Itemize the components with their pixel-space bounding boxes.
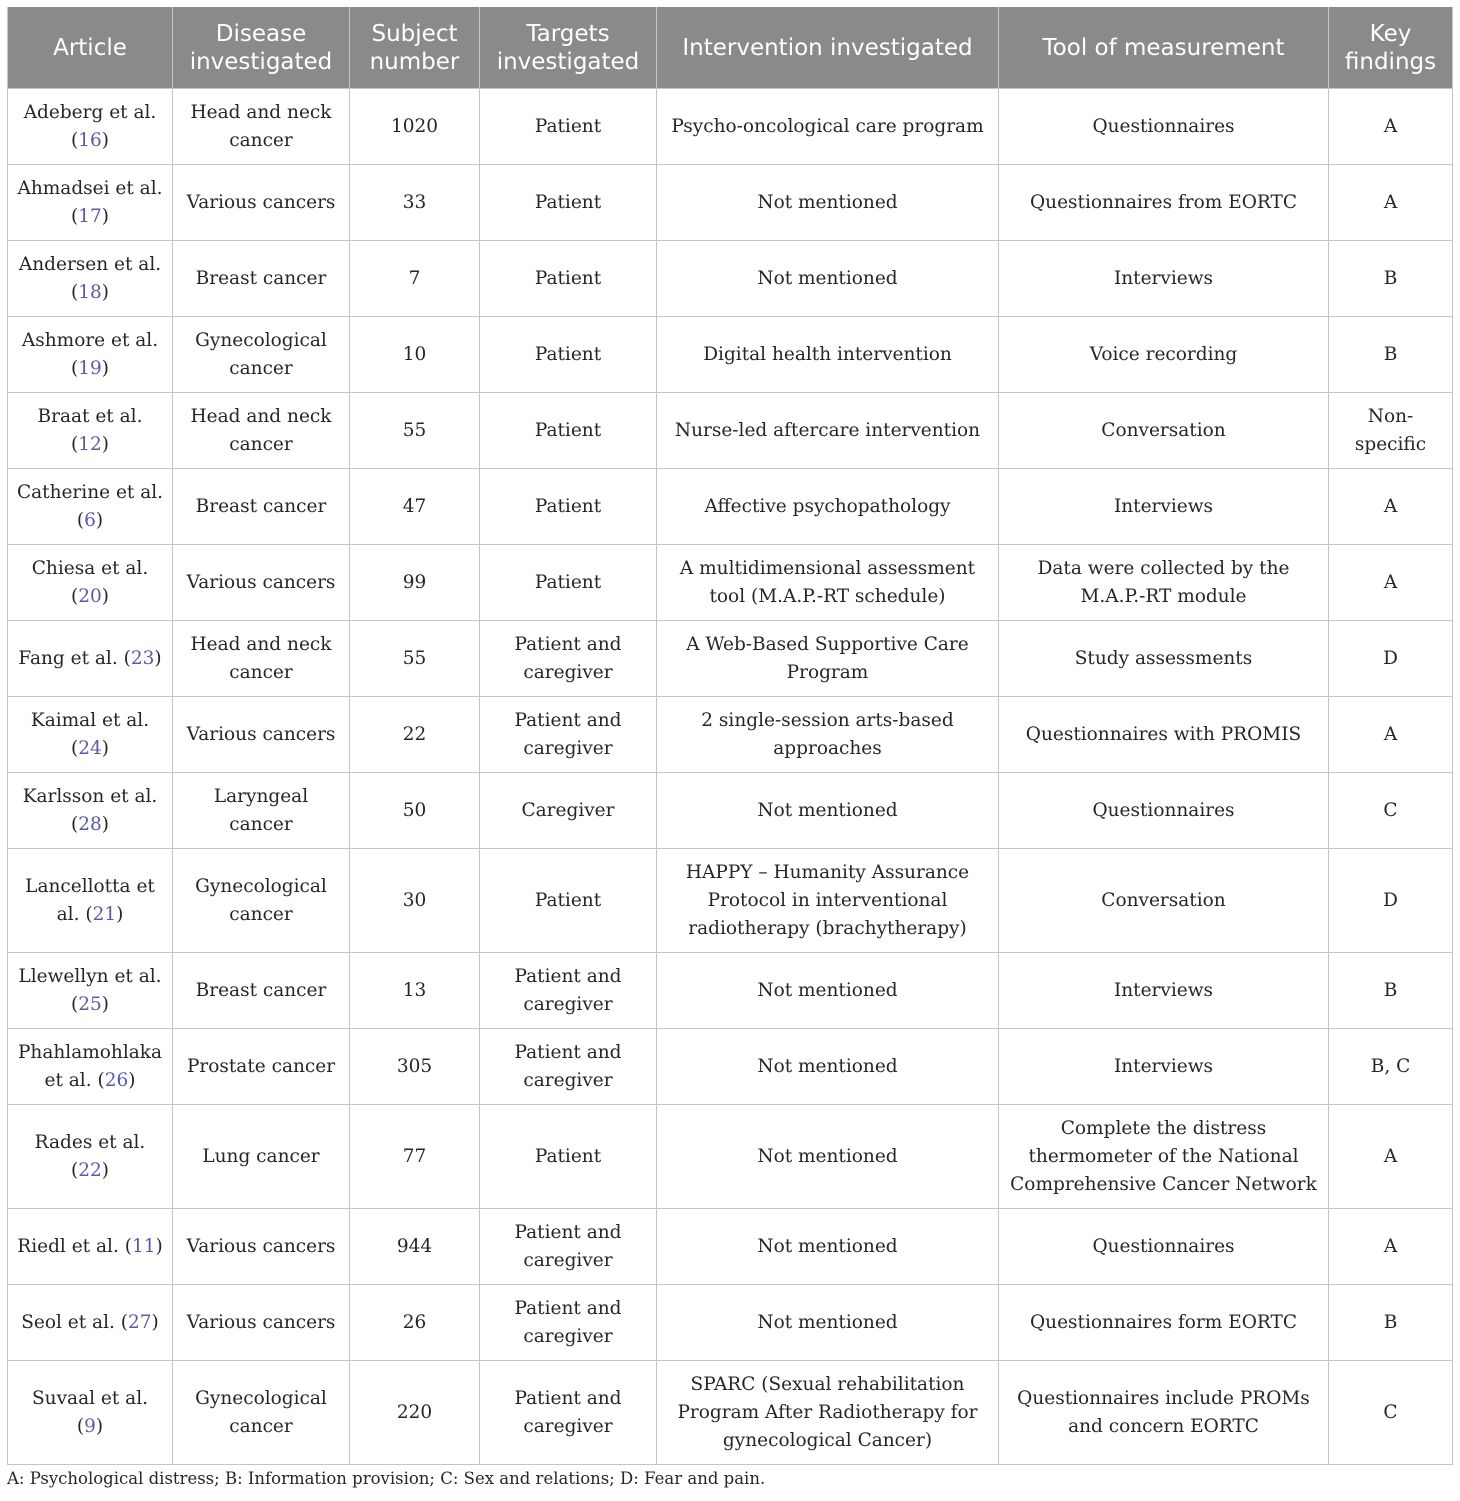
cell-findings: A <box>1329 1105 1453 1209</box>
cell-article: Chiesa et al. (20) <box>8 545 173 621</box>
cell-targets: Patient <box>480 165 657 241</box>
cell-article: Suvaal et al. (9) <box>8 1361 173 1465</box>
cell-findings: D <box>1329 849 1453 953</box>
cell-tool: Interviews <box>999 241 1329 317</box>
cell-intervention: Psycho-oncological care program <box>657 89 999 165</box>
cell-targets: Patient <box>480 317 657 393</box>
article-reference-link[interactable]: 22 <box>78 1159 102 1181</box>
cell-tool: Interviews <box>999 953 1329 1029</box>
article-author: Llewellyn et al. <box>18 965 162 987</box>
cell-targets: Patient <box>480 393 657 469</box>
article-author: Karlsson et al. <box>22 785 158 807</box>
article-reference-link[interactable]: 17 <box>78 205 102 227</box>
table-row <box>8 89 1453 165</box>
cell-tool: Interviews <box>999 469 1329 545</box>
header-findings: Key findings <box>1329 7 1453 89</box>
article-reference-link[interactable]: 12 <box>78 433 102 455</box>
cell-subjects: 47 <box>350 469 480 545</box>
table-row <box>8 469 1453 545</box>
cell-tool: Questionnaires <box>999 773 1329 849</box>
article-author: Kaimal et al. <box>30 709 150 731</box>
article-reference-link[interactable]: 21 <box>92 903 117 925</box>
article-author: Andersen et al. <box>18 253 162 275</box>
cell-findings: B, C <box>1329 1029 1453 1105</box>
table-row <box>8 1029 1453 1105</box>
cell-subjects: 55 <box>350 393 480 469</box>
cell-subjects: 77 <box>350 1105 480 1209</box>
table-row <box>8 165 1453 241</box>
cell-disease: Head and neck cancer <box>173 393 350 469</box>
cell-article: Phahlamohlaka et al. (26) <box>8 1029 173 1105</box>
cell-findings: D <box>1329 621 1453 697</box>
cell-tool: Complete the distress thermometer of the National Comprehensive Cancer Network <box>999 1105 1329 1209</box>
cell-article: Rades et al. (22) <box>8 1105 173 1209</box>
cell-targets: Patient and caregiver <box>480 953 657 1029</box>
cell-findings: B <box>1329 241 1453 317</box>
cell-subjects: 305 <box>350 1029 480 1105</box>
cell-subjects: 55 <box>350 621 480 697</box>
cell-findings: A <box>1329 697 1453 773</box>
cell-subjects: 7 <box>350 241 480 317</box>
cell-article: Kaimal et al. (24) <box>8 697 173 773</box>
table-row <box>8 697 1453 773</box>
table-row <box>8 317 1453 393</box>
cell-findings: A <box>1329 545 1453 621</box>
header-tool: Tool of measurement <box>999 7 1329 89</box>
cell-article: Ahmadsei et al. (17) <box>8 165 173 241</box>
cell-disease: Various cancers <box>173 1285 350 1361</box>
cell-subjects: 220 <box>350 1361 480 1465</box>
cell-targets: Patient <box>480 469 657 545</box>
cell-disease: Gynecological cancer <box>173 849 350 953</box>
cell-subjects: 26 <box>350 1285 480 1361</box>
cell-tool: Questionnaires form EORTC <box>999 1285 1329 1361</box>
article-reference-link[interactable]: 6 <box>84 509 96 531</box>
header-intervention: Intervention investigated <box>657 7 999 89</box>
cell-disease: Head and neck cancer <box>173 89 350 165</box>
cell-article: Andersen et al. (18) <box>8 241 173 317</box>
cell-subjects: 33 <box>350 165 480 241</box>
table-row <box>8 1105 1453 1209</box>
cell-targets: Patient <box>480 1105 657 1209</box>
cell-article: Catherine et al. (6) <box>8 469 173 545</box>
cell-article: Karlsson et al. (28) <box>8 773 173 849</box>
cell-targets: Patient <box>480 849 657 953</box>
table-footnote: A: Psychological distress; B: Information provision; C: Sex and relations; D: Fear and pain. <box>7 1469 766 1488</box>
cell-intervention: Not mentioned <box>657 1029 999 1105</box>
article-reference-link[interactable]: 26 <box>104 1069 129 1091</box>
article-reference-link[interactable]: 16 <box>78 129 102 151</box>
cell-intervention: Not mentioned <box>657 1209 999 1285</box>
cell-intervention: HAPPY – Humanity Assurance Protocol in interventional radiotherapy (brachytherapy) <box>657 849 999 953</box>
cell-targets: Patient and caregiver <box>480 621 657 697</box>
cell-disease: Breast cancer <box>173 469 350 545</box>
cell-targets: Patient and caregiver <box>480 697 657 773</box>
cell-subjects: 22 <box>350 697 480 773</box>
cell-article: Ashmore et al. (19) <box>8 317 173 393</box>
cell-intervention: Not mentioned <box>657 1105 999 1209</box>
article-reference-link[interactable]: 28 <box>78 813 102 835</box>
cell-article: Lancellotta et al. (21) <box>8 849 173 953</box>
cell-article: Fang et al. (23) <box>8 621 173 697</box>
table-row <box>8 545 1453 621</box>
cell-tool: Questionnaires with PROMIS <box>999 697 1329 773</box>
studies-table <box>7 7 1453 1465</box>
cell-findings: A <box>1329 89 1453 165</box>
cell-intervention: Not mentioned <box>657 1285 999 1361</box>
cell-findings: A <box>1329 165 1453 241</box>
cell-tool: Interviews <box>999 1029 1329 1105</box>
article-author: Ashmore et al. <box>21 329 159 351</box>
table-row <box>8 393 1453 469</box>
article-author: Catherine et al. <box>16 481 164 503</box>
article-reference-link[interactable]: 18 <box>78 281 102 303</box>
cell-tool: Voice recording <box>999 317 1329 393</box>
table-row <box>8 1209 1453 1285</box>
article-reference-link[interactable]: 24 <box>78 737 102 759</box>
article-reference-link[interactable]: 9 <box>84 1415 96 1437</box>
cell-tool: Questionnaires <box>999 1209 1329 1285</box>
article-author: Rades et al. <box>34 1131 146 1153</box>
article-author: Phahlamohlaka et al. <box>17 1041 163 1091</box>
cell-intervention: Affective psychopathology <box>657 469 999 545</box>
cell-findings: B <box>1329 953 1453 1029</box>
article-author: Adeberg et al. <box>23 101 157 123</box>
article-author: Seol et al. <box>21 1311 115 1333</box>
cell-disease: Breast cancer <box>173 241 350 317</box>
cell-disease: Laryngeal cancer <box>173 773 350 849</box>
cell-targets: Patient and caregiver <box>480 1285 657 1361</box>
table-body <box>8 89 1453 1465</box>
cell-intervention: Digital health intervention <box>657 317 999 393</box>
cell-article: Adeberg et al. (16) <box>8 89 173 165</box>
article-author: Lancellotta et al. <box>25 875 155 925</box>
table-row <box>8 953 1453 1029</box>
cell-tool: Data were collected by the M.A.P.-RT module <box>999 545 1329 621</box>
cell-intervention: A Web-Based Supportive Care Program <box>657 621 999 697</box>
cell-tool: Study assessments <box>999 621 1329 697</box>
cell-subjects: 10 <box>350 317 480 393</box>
article-author: Riedl et al. <box>17 1235 119 1257</box>
cell-disease: Various cancers <box>173 1209 350 1285</box>
table-row <box>8 1285 1453 1361</box>
table-row <box>8 241 1453 317</box>
article-author: Suvaal et al. <box>32 1387 148 1409</box>
cell-targets: Caregiver <box>480 773 657 849</box>
cell-subjects: 944 <box>350 1209 480 1285</box>
cell-targets: Patient <box>480 241 657 317</box>
cell-subjects: 50 <box>350 773 480 849</box>
cell-article: Braat et al. (12) <box>8 393 173 469</box>
cell-tool: Questionnaires include PROMs and concern EORTC <box>999 1361 1329 1465</box>
article-reference-link[interactable]: 23 <box>130 647 155 669</box>
cell-disease: Various cancers <box>173 165 350 241</box>
cell-tool: Questionnaires <box>999 89 1329 165</box>
cell-tool: Conversation <box>999 393 1329 469</box>
table-row <box>8 1361 1453 1465</box>
cell-disease: Head and neck cancer <box>173 621 350 697</box>
article-author: Chiesa et al. <box>31 557 149 579</box>
cell-findings: C <box>1329 1361 1453 1465</box>
cell-article: Seol et al. (27) <box>8 1285 173 1361</box>
cell-findings: A <box>1329 1209 1453 1285</box>
article-reference-link[interactable]: 20 <box>78 585 102 607</box>
cell-findings: B <box>1329 317 1453 393</box>
table-row <box>8 773 1453 849</box>
article-reference-link[interactable]: 27 <box>128 1311 152 1333</box>
article-reference-link[interactable]: 11 <box>131 1235 156 1257</box>
cell-disease: Gynecological cancer <box>173 317 350 393</box>
cell-subjects: 30 <box>350 849 480 953</box>
cell-intervention: 2 single-session arts-based approaches <box>657 697 999 773</box>
cell-intervention: Not mentioned <box>657 241 999 317</box>
cell-intervention: SPARC (Sexual rehabilitation Program After Radiotherapy for gynecological Cancer) <box>657 1361 999 1465</box>
header-subjects: Subject number <box>350 7 480 89</box>
cell-article: Riedl et al. (11) <box>8 1209 173 1285</box>
cell-tool: Questionnaires from EORTC <box>999 165 1329 241</box>
cell-disease: Prostate cancer <box>173 1029 350 1105</box>
article-author: Braat et al. <box>37 405 143 427</box>
article-reference-link[interactable]: 25 <box>78 993 102 1015</box>
table-row <box>8 621 1453 697</box>
cell-targets: Patient <box>480 545 657 621</box>
cell-targets: Patient <box>480 89 657 165</box>
cell-subjects: 1020 <box>350 89 480 165</box>
cell-intervention: Not mentioned <box>657 953 999 1029</box>
cell-intervention: Nurse-led aftercare intervention <box>657 393 999 469</box>
cell-findings: B <box>1329 1285 1453 1361</box>
cell-intervention: Not mentioned <box>657 773 999 849</box>
cell-subjects: 13 <box>350 953 480 1029</box>
cell-disease: Breast cancer <box>173 953 350 1029</box>
table-row <box>8 849 1453 953</box>
cell-intervention: Not mentioned <box>657 165 999 241</box>
cell-findings: Non-specific <box>1329 393 1453 469</box>
cell-subjects: 99 <box>350 545 480 621</box>
cell-findings: A <box>1329 469 1453 545</box>
cell-tool: Conversation <box>999 849 1329 953</box>
cell-disease: Gynecological cancer <box>173 1361 350 1465</box>
header-article: Article <box>8 7 173 89</box>
cell-intervention: A multidimensional assessment tool (M.A.P.-RT schedule) <box>657 545 999 621</box>
cell-disease: Lung cancer <box>173 1105 350 1209</box>
cell-disease: Various cancers <box>173 697 350 773</box>
article-author: Fang et al. <box>18 647 118 669</box>
cell-findings: C <box>1329 773 1453 849</box>
header-targets: Targets investigated <box>480 7 657 89</box>
table-header-row <box>8 7 1453 89</box>
cell-targets: Patient and caregiver <box>480 1209 657 1285</box>
article-reference-link[interactable]: 19 <box>78 357 102 379</box>
cell-article: Llewellyn et al. (25) <box>8 953 173 1029</box>
studies-table-container <box>7 7 1452 1465</box>
header-disease: Disease investigated <box>173 7 350 89</box>
cell-targets: Patient and caregiver <box>480 1361 657 1465</box>
article-author: Ahmadsei et al. <box>17 177 163 199</box>
cell-disease: Various cancers <box>173 545 350 621</box>
cell-targets: Patient and caregiver <box>480 1029 657 1105</box>
